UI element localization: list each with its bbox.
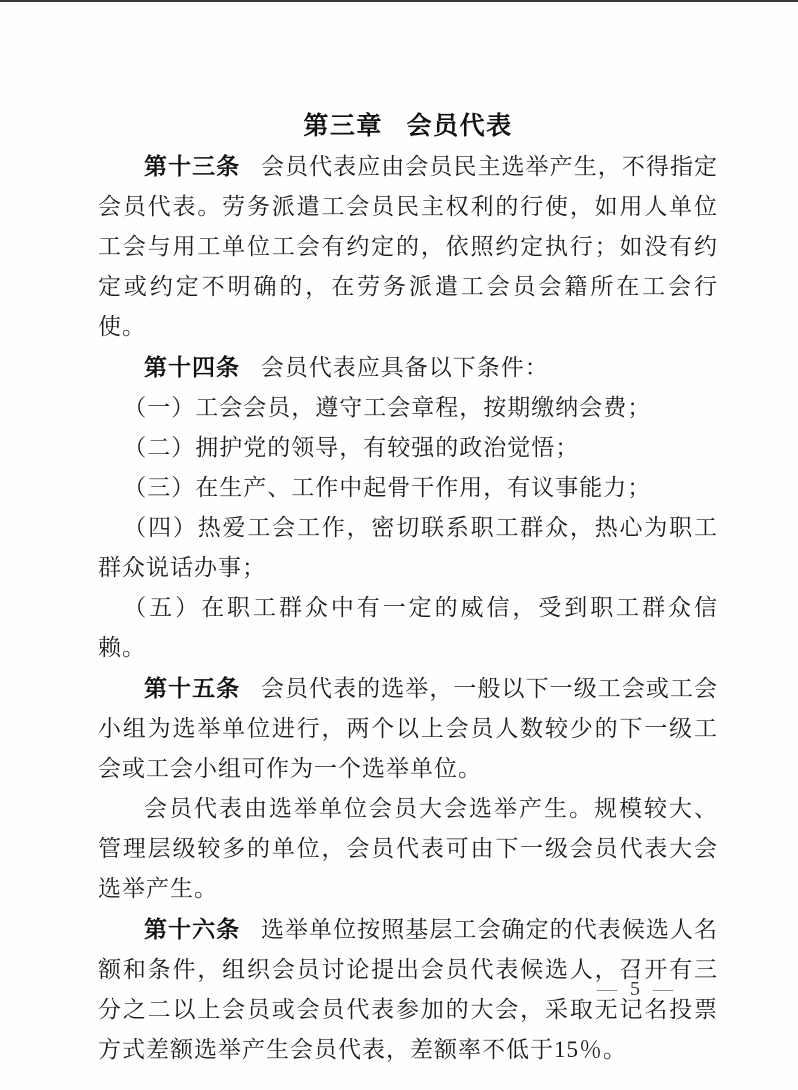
chapter-name: 会员代表 [406, 112, 513, 140]
article-14-lead-paragraph [98, 347, 718, 388]
article-13-paragraph [98, 146, 718, 347]
article-14-number: 第十四条 [144, 354, 240, 380]
article-16-text: 选举单位按照基层工会确定的代表候选人名额和条件，组织会员讨论提出会员代表候选人，召开有三分之二以上会员或会员代表参加的大会，采取无记名投票方式差额选举产生会员代表，差额率不低于15％。 [98, 917, 719, 1062]
article-16-number: 第十六条 [144, 916, 241, 942]
article-15-number: 第十五条 [144, 675, 241, 701]
condition-item-5-text: （五）在职工群众中有一定的威信，受到职工群众信赖。 [98, 595, 718, 660]
condition-item-2-text: （二）拥护党的领导，有较强的政治觉悟； [123, 435, 580, 460]
article-15-second-text: 会员代表由选举单位会员大会选举产生。规模较大、管理层级较多的单位，会员代表可由下一级会员代表大会选举产生。 [98, 796, 718, 901]
page-number-right-dash: — [653, 978, 673, 1000]
condition-item-1 [98, 388, 718, 428]
chapter-number: 第三章 [303, 112, 383, 140]
article-15-paragraph [98, 668, 718, 789]
condition-item-1-text: （一）工会会员，遵守工会章程，按期缴纳会费； [123, 395, 652, 420]
article-15-second-paragraph [98, 789, 718, 909]
page-number-left-dash: — [597, 978, 617, 1000]
condition-item-4 [98, 508, 718, 588]
document-body [98, 146, 718, 1070]
page-number [597, 979, 673, 999]
condition-item-2 [98, 428, 718, 468]
page-number-value: 5 [630, 978, 640, 1000]
scan-artifact-top-line [0, 0, 798, 2]
article-15-text: 会员代表的选举，一般以下一级工会或工会小组为选举单位进行，两个以上会员人数较少的下一级工会或工会小组可作为一个选举单位。 [98, 676, 719, 781]
article-13-number: 第十三条 [144, 153, 241, 179]
article-13-text: 会员代表应由会员民主选举产生，不得指定会员代表。劳务派遣工会员民主权利的行使，如用人单位工会与用工单位工会有约定的，依照约定执行；如没有约定或约定不明确的，在劳务派遣工会员会籍所在工会行使。 [98, 154, 719, 339]
chapter-title [98, 106, 718, 142]
condition-item-3-text: （三）在生产、工作中起骨干作用，有议事能力； [123, 475, 652, 500]
condition-item-5 [98, 588, 718, 668]
article-14-lead-text: 会员代表应具备以下条件： [260, 355, 549, 380]
condition-item-3 [98, 468, 718, 508]
condition-item-4-text: （四）热爱工会工作，密切联系职工群众，热心为职工群众说话办事； [98, 515, 718, 580]
